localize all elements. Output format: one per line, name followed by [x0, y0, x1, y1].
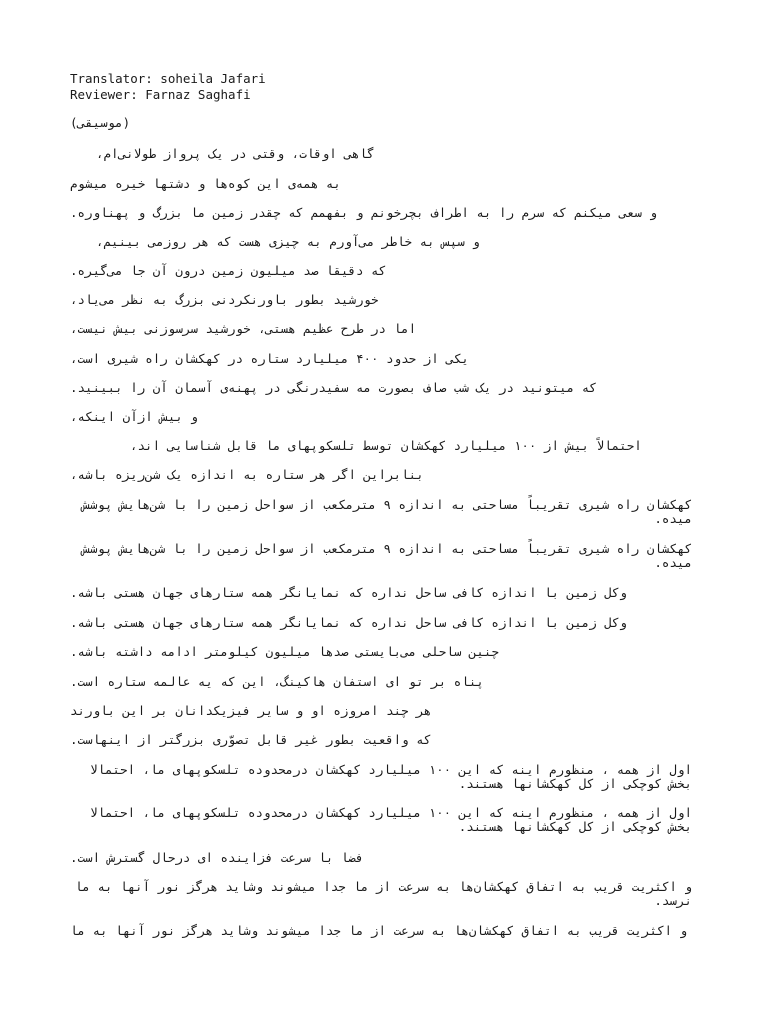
- transcript-line: اول از همه ، منظورم اینه که این ۱۰۰ میلیارد کهکشان درمحدوده تلسکوپهای ما، احتمالا بخش کوچکی از کل کهکشانها هستند.: [89, 762, 692, 791]
- transcript-line: که دقیقا صد میلیون زمین درون آن جا می‌گیره.: [70, 263, 387, 278]
- transcript-line: و سپس به خاطر می‌آورم به چیزی هست که هر روزمی بینیم،: [96, 234, 480, 249]
- transcript-line: احتمالاً بیش از ۱۰۰ میلیارد کهکشان توسط تلسکوپهای ما قابل شناسایی اند،: [130, 438, 642, 453]
- transcript-line: و اکثریت قریب به اتفاق کهکشان‌ها به سرعت از ما جدا میشوند وشاید هرگز نور آنها به ما نرسد.: [74, 879, 692, 908]
- transcript-line: و بیش ازآن اینکه،: [70, 409, 198, 424]
- transcript-line: کهکشان راه شیری تقریباً مساحتی به اندازه ۹ مترمکعب از سواحل زمین را با شن‌هایش پوشش میده.: [82, 497, 692, 526]
- transcript-line: و سعی میکنم که سرم را به اطراف بچرخونم و بفهمم که چقدر زمین ما بزرگ و پهناوره.: [70, 205, 657, 220]
- transcript-line: و اکثریت قریب به اتفاق کهکشان‌ها به سرعت از ما جدا میشوند وشاید هرگز نور آنها به ما: [70, 923, 688, 938]
- transcript-line: کهکشان راه شیری تقریباً مساحتی به اندازه ۹ مترمکعب از سواحل زمین را با شن‌هایش پوشش میده.: [82, 541, 692, 570]
- transcript-line: اما در طرح عظیم هستی، خورشید سرسوزنی بیش نیست،: [70, 321, 417, 336]
- transcript-line: بنابراین اگر هر ستاره به اندازه یک شن‌ریزه باشه،: [70, 467, 424, 482]
- transcript-line: وکل زمین با اندازه کافی ساحل نداره که نمایانگر همه ستارهای جهان هستی باشه.: [70, 615, 627, 630]
- transcript-line: که میتونید در یک شب صاف بصورت مه سفیدرنگی در پهنه‌ی آسمان آن را ببینید.: [70, 380, 597, 395]
- transcript-line: فضا با سرعت فزاینده ای درحال گسترش است.: [70, 850, 364, 865]
- transcript-line: پناه بر تو ای استفان هاکینگ، این که یه عالمه ستاره است.: [70, 674, 484, 689]
- reviewer-credit: Reviewer: Farnaz Saghafi: [70, 87, 251, 102]
- translator-credit: Translator: soheila Jafari: [70, 71, 266, 86]
- transcript-line: (موسیقی): [70, 115, 131, 130]
- transcript-line: هر چند امروزه او و سایر فیزیکدانان بر این باورند: [70, 703, 432, 718]
- transcript-line: وکل زمین با اندازه کافی ساحل نداره که نمایانگر همه ستارهای جهان هستی باشه.: [70, 585, 627, 600]
- transcript-line: به همه‌ی این کوه‌ها و دشتها خیره میشوم: [70, 176, 341, 191]
- transcript-line: اول از همه ، منظورم اینه که این ۱۰۰ میلیارد کهکشان درمحدوده تلسکوپهای ما، احتمالا بخش کوچکی از کل کهکشانها هستند.: [89, 805, 692, 834]
- transcript-line: گاهی اوقات، وقتی در یک پرواز طولانی‌ام،: [96, 146, 375, 161]
- transcript-line: که واقعیت بطور غیر قابل تصوّری بزرگتر از اینهاست.: [70, 732, 432, 747]
- transcript-line: خورشید بطور باورنکردنی بزرگ به نظر می‌یاد،: [70, 292, 379, 307]
- transcript-line: یکی از حدود ۴۰۰ میلیارد ستاره در کهکشان راه شیری است،: [70, 351, 469, 366]
- transcript-line: چنین ساحلی می‌بایستی صدها میلیون کیلومتر ادامه داشته باشه.: [70, 644, 499, 659]
